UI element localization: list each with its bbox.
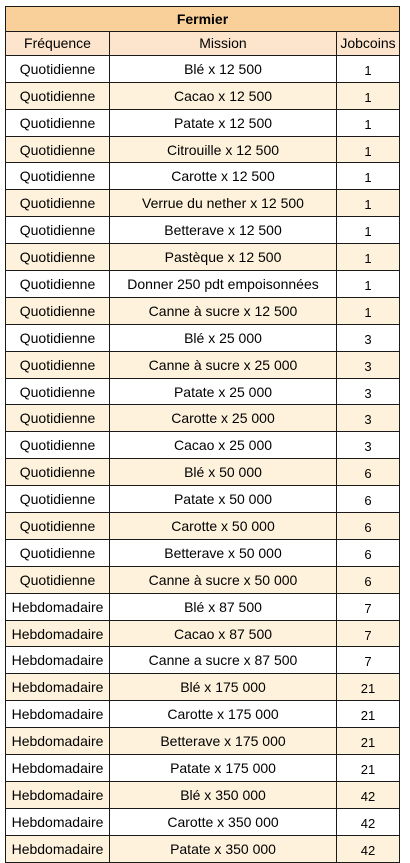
frequency-cell: Quotidienne	[6, 324, 110, 351]
table-row	[6, 351, 400, 378]
table-row	[6, 647, 400, 674]
jobcoins-cell: 21	[337, 701, 400, 728]
frequency-cell: Quotidienne	[6, 217, 110, 244]
table-row	[6, 620, 400, 647]
jobcoins-cell: 1	[337, 109, 400, 136]
mission-cell: Blé x 175 000	[110, 674, 337, 701]
mission-cell: Betterave x 12 500	[110, 217, 337, 244]
frequency-cell: Hebdomadaire	[6, 781, 110, 808]
frequency-cell: Quotidienne	[6, 82, 110, 109]
jobcoins-cell: 6	[337, 486, 400, 513]
jobcoins-cell: 3	[337, 405, 400, 432]
jobcoins-cell: 7	[337, 620, 400, 647]
mission-cell: Citrouille x 12 500	[110, 136, 337, 163]
table-row	[6, 405, 400, 432]
frequency-cell: Quotidienne	[6, 539, 110, 566]
mission-cell: Patate x 12 500	[110, 109, 337, 136]
table-row	[6, 136, 400, 163]
table-row	[6, 324, 400, 351]
mission-cell: Blé x 25 000	[110, 324, 337, 351]
mission-cell: Canne à sucre x 50 000	[110, 566, 337, 593]
missions-table	[5, 6, 400, 863]
header-row	[6, 32, 400, 56]
table-row	[6, 835, 400, 862]
mission-cell: Verrue du nether x 12 500	[110, 190, 337, 217]
mission-cell: Cacao x 25 000	[110, 432, 337, 459]
jobcoins-cell: 6	[337, 513, 400, 540]
frequency-cell: Quotidienne	[6, 109, 110, 136]
mission-cell: Canne a sucre x 87 500	[110, 647, 337, 674]
mission-cell: Blé x 50 000	[110, 459, 337, 486]
mission-cell: Betterave x 50 000	[110, 539, 337, 566]
jobcoins-cell: 6	[337, 459, 400, 486]
frequency-cell: Quotidienne	[6, 244, 110, 271]
frequency-cell: Hebdomadaire	[6, 674, 110, 701]
frequency-cell: Quotidienne	[6, 459, 110, 486]
jobcoins-cell: 1	[337, 136, 400, 163]
table-row	[6, 244, 400, 271]
jobcoins-cell: 3	[337, 351, 400, 378]
mission-cell: Blé x 12 500	[110, 55, 337, 82]
frequency-cell: Quotidienne	[6, 432, 110, 459]
frequency-cell: Quotidienne	[6, 136, 110, 163]
frequency-cell: Quotidienne	[6, 297, 110, 324]
table-row	[6, 190, 400, 217]
frequency-cell: Quotidienne	[6, 513, 110, 540]
mission-cell: Patate x 50 000	[110, 486, 337, 513]
frequency-cell: Hebdomadaire	[6, 728, 110, 755]
table-row	[6, 701, 400, 728]
mission-cell: Carotte x 25 000	[110, 405, 337, 432]
jobcoins-cell: 1	[337, 271, 400, 298]
jobcoins-cell: 3	[337, 432, 400, 459]
mission-cell: Betterave x 175 000	[110, 728, 337, 755]
frequency-cell: Hebdomadaire	[6, 835, 110, 862]
frequency-cell: Hebdomadaire	[6, 593, 110, 620]
table-row	[6, 539, 400, 566]
table-row	[6, 808, 400, 835]
jobcoins-cell: 3	[337, 378, 400, 405]
frequency-cell: Quotidienne	[6, 405, 110, 432]
jobcoins-cell: 1	[337, 297, 400, 324]
jobcoins-cell: 6	[337, 539, 400, 566]
jobcoins-cell: 21	[337, 674, 400, 701]
mission-cell: Canne à sucre x 25 000	[110, 351, 337, 378]
jobcoins-cell: 1	[337, 163, 400, 190]
table-row	[6, 728, 400, 755]
table-row	[6, 163, 400, 190]
jobcoins-cell: 1	[337, 190, 400, 217]
jobcoins-cell: 42	[337, 781, 400, 808]
jobcoins-cell: 6	[337, 566, 400, 593]
frequency-cell: Quotidienne	[6, 55, 110, 82]
mission-cell: Cacao x 87 500	[110, 620, 337, 647]
table-row	[6, 297, 400, 324]
table-row	[6, 593, 400, 620]
frequency-cell: Hebdomadaire	[6, 701, 110, 728]
table-row	[6, 432, 400, 459]
table-row	[6, 513, 400, 540]
jobcoins-cell: 1	[337, 244, 400, 271]
frequency-cell: Quotidienne	[6, 351, 110, 378]
table-row	[6, 378, 400, 405]
jobcoins-cell: 21	[337, 755, 400, 782]
table-row	[6, 55, 400, 82]
frequency-cell: Quotidienne	[6, 163, 110, 190]
jobcoins-cell: 1	[337, 82, 400, 109]
mission-cell: Patate x 350 000	[110, 835, 337, 862]
frequency-cell: Hebdomadaire	[6, 620, 110, 647]
frequency-cell: Quotidienne	[6, 190, 110, 217]
table-row	[6, 566, 400, 593]
column-header-mission: Mission	[110, 32, 337, 56]
frequency-cell: Hebdomadaire	[6, 808, 110, 835]
table-row	[6, 82, 400, 109]
table-row	[6, 217, 400, 244]
frequency-cell: Hebdomadaire	[6, 755, 110, 782]
frequency-cell: Quotidienne	[6, 486, 110, 513]
jobcoins-cell: 21	[337, 728, 400, 755]
table-row	[6, 459, 400, 486]
mission-cell: Cacao x 12 500	[110, 82, 337, 109]
frequency-cell: Quotidienne	[6, 566, 110, 593]
mission-cell: Carotte x 350 000	[110, 808, 337, 835]
jobcoins-cell: 3	[337, 324, 400, 351]
jobcoins-cell: 7	[337, 593, 400, 620]
jobcoins-cell: 7	[337, 647, 400, 674]
table-row	[6, 674, 400, 701]
mission-cell: Pastèque x 12 500	[110, 244, 337, 271]
mission-cell: Patate x 175 000	[110, 755, 337, 782]
mission-cell: Carotte x 175 000	[110, 701, 337, 728]
mission-cell: Canne à sucre x 12 500	[110, 297, 337, 324]
column-header-jobcoins: Jobcoins	[337, 32, 400, 56]
table-title: Fermier	[6, 7, 400, 32]
jobcoins-cell: 1	[337, 217, 400, 244]
table-row	[6, 271, 400, 298]
jobcoins-cell: 42	[337, 808, 400, 835]
mission-cell: Carotte x 50 000	[110, 513, 337, 540]
frequency-cell: Quotidienne	[6, 378, 110, 405]
mission-cell: Blé x 87 500	[110, 593, 337, 620]
mission-cell: Blé x 350 000	[110, 781, 337, 808]
column-header-frequency: Fréquence	[6, 32, 110, 56]
jobcoins-cell: 42	[337, 835, 400, 862]
table-row	[6, 755, 400, 782]
table-row	[6, 781, 400, 808]
frequency-cell: Quotidienne	[6, 271, 110, 298]
mission-cell: Patate x 25 000	[110, 378, 337, 405]
table-row	[6, 109, 400, 136]
table-row	[6, 486, 400, 513]
frequency-cell: Hebdomadaire	[6, 647, 110, 674]
mission-cell: Donner 250 pdt empoisonnées	[110, 271, 337, 298]
mission-cell: Carotte x 12 500	[110, 163, 337, 190]
jobcoins-cell: 1	[337, 55, 400, 82]
